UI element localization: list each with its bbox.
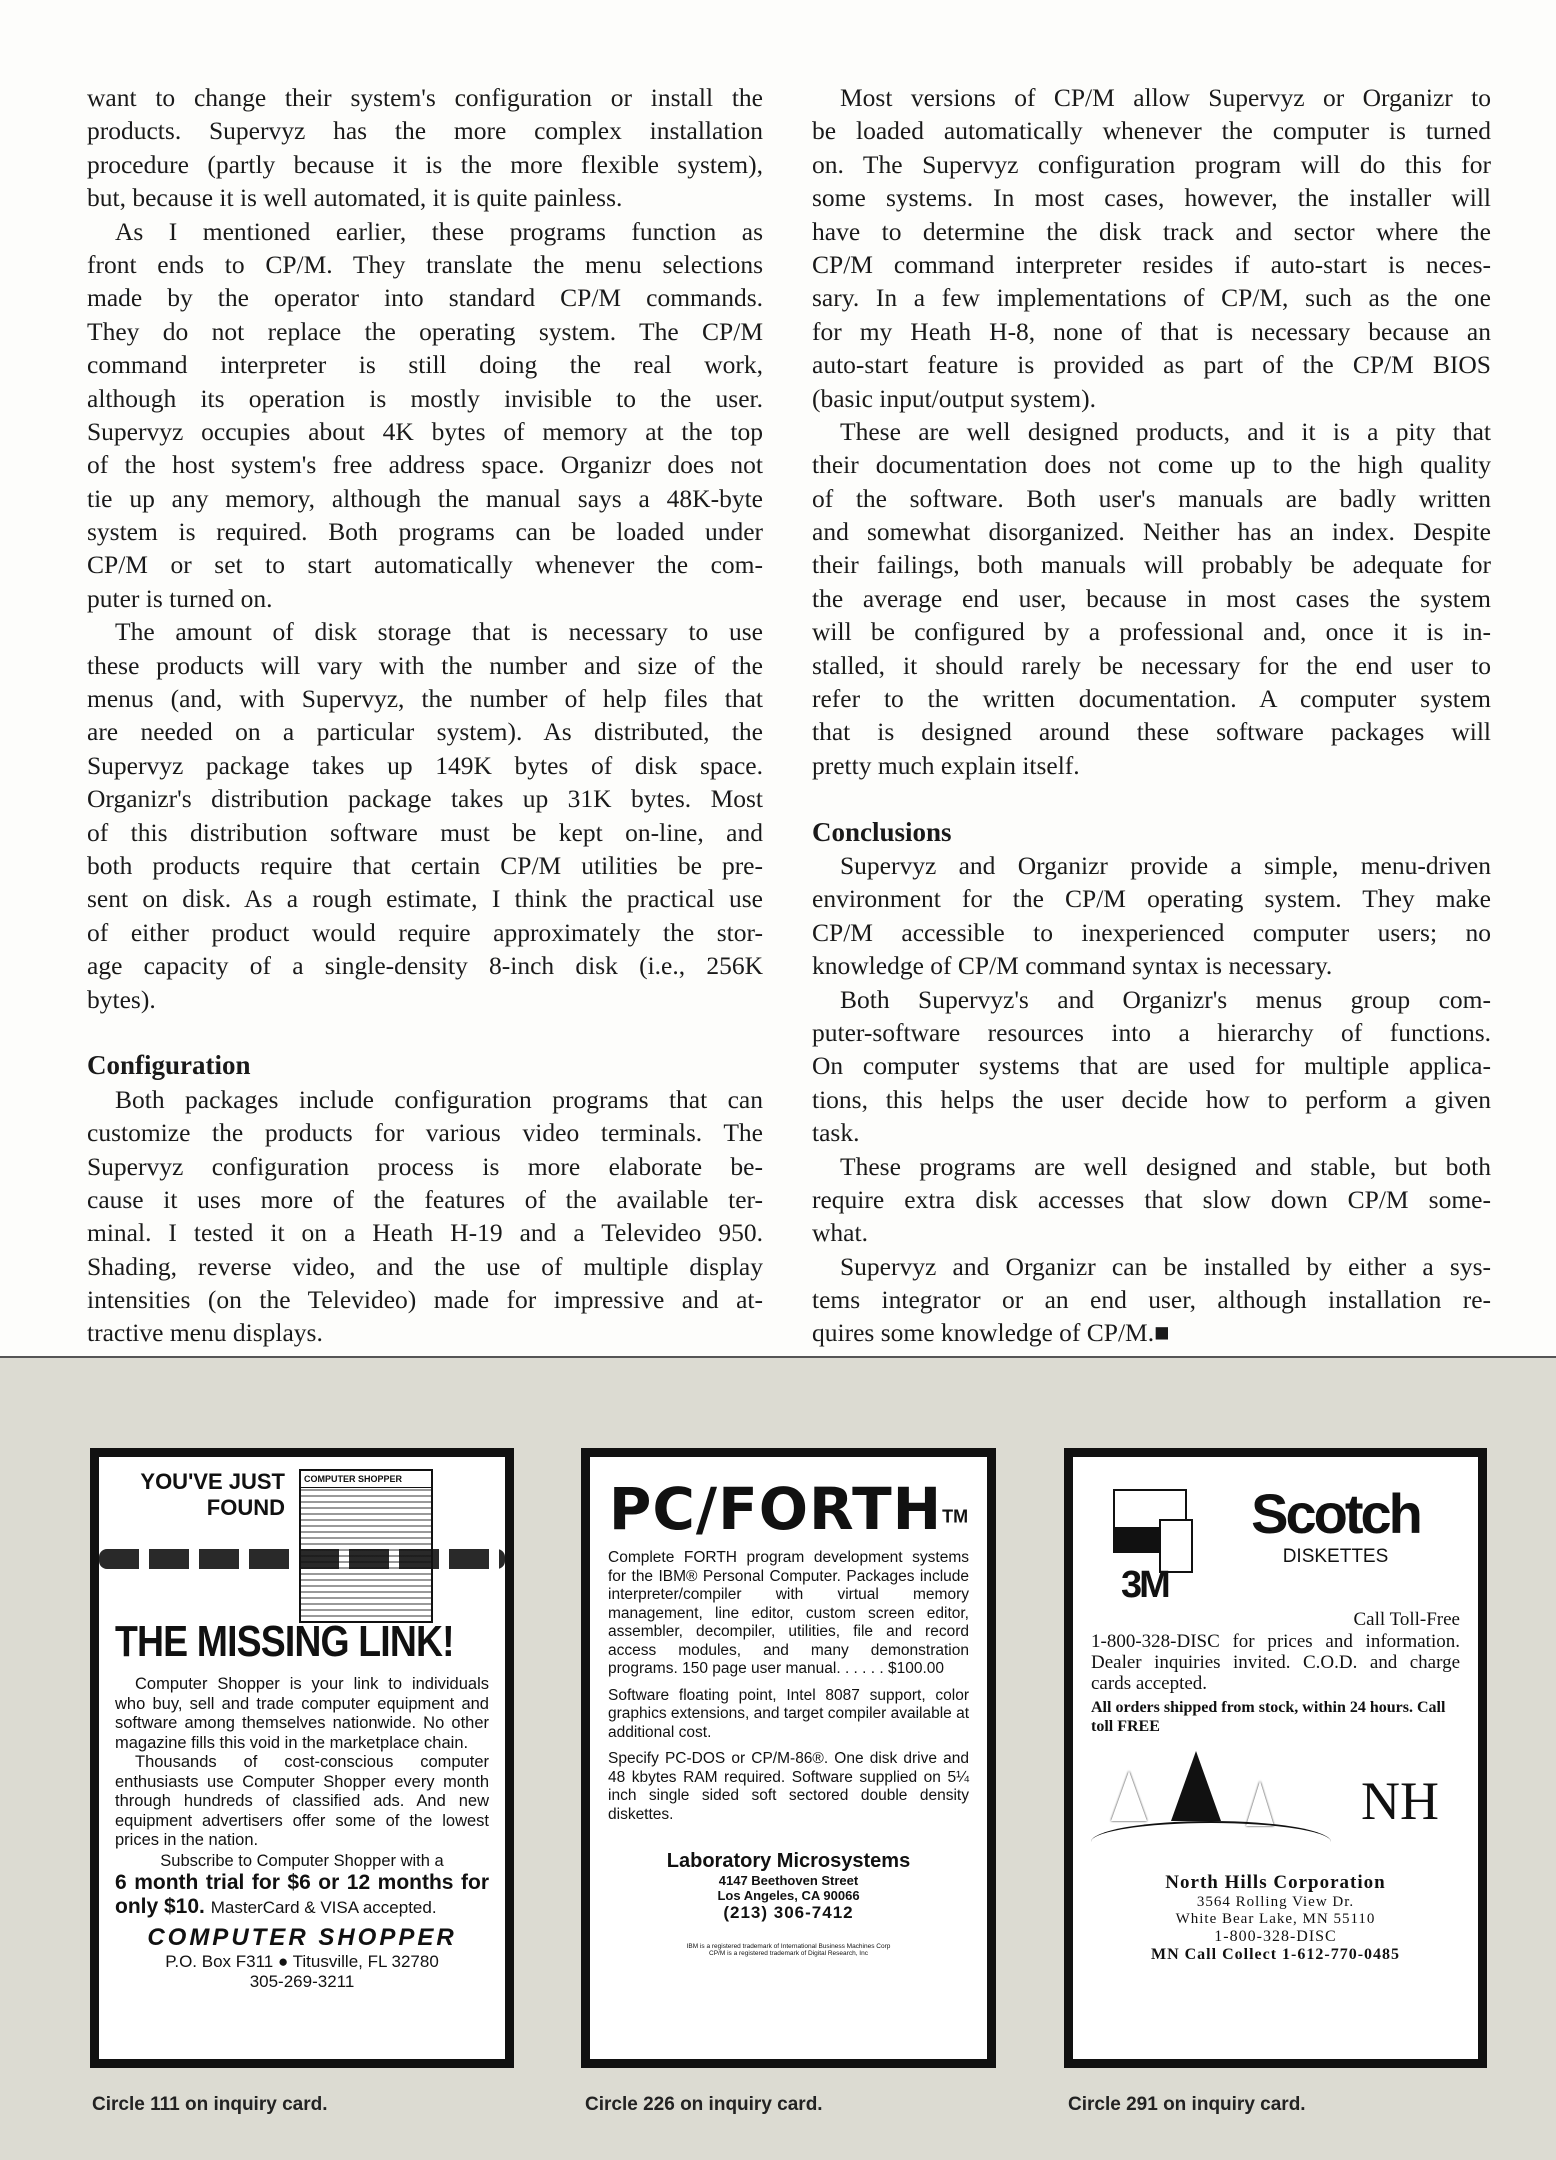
text-line: be loaded automatically whenever the computer is turned (812, 116, 1491, 146)
text-line: knowledge of CP/M command syntax is necessary. (812, 951, 1333, 981)
text-line: of the software. Both user's manuals are badly written (812, 483, 1491, 513)
company-phone: (213) 306-7412 (723, 1903, 854, 1922)
company-name: Laboratory Microsystems (666, 1850, 911, 1872)
text-line: these products will vary with the number and size of the (87, 650, 763, 680)
ad-subscribe: Subscribe to Computer Shopper with a (160, 1851, 444, 1870)
company-name: North Hills Corporation (1165, 1872, 1386, 1893)
text-line: system is required. Both programs can be loaded under (87, 517, 763, 547)
text-line: for my Heath H-8, none of that is necessary because an (812, 316, 1491, 346)
text-line: quires some knowledge of CP/M.■ (812, 1318, 1170, 1348)
text-line: are needed on a particular system). As distributed, the (87, 717, 763, 747)
text-line: products. Supervyz has the more complex installation (87, 116, 763, 146)
pc-forth-ad (581, 1448, 996, 2068)
paragraph (87, 1083, 763, 1350)
text-line: puter-software resources into a hierarchy of functions. (812, 1017, 1491, 1047)
text-line: customize the products for various video terminals. The (87, 1118, 763, 1148)
text-line: Most versions of CP/M allow Supervyz or Organizr to (840, 83, 1491, 112)
section-heading-configuration: Configuration (87, 1050, 251, 1081)
text-line: of this distribution software must be kept on-line, and (87, 817, 763, 847)
text-line: auto-start feature is provided as part of the CP/M BIOS (812, 350, 1491, 380)
text-line: minal. I tested it on a Heath H-19 and a Televideo 950. (87, 1218, 763, 1248)
inquiry-caption: Circle 226 on inquiry card. (585, 2094, 823, 2115)
text-line: what. (812, 1218, 868, 1248)
scotch-diskettes-ad (1064, 1448, 1487, 2068)
text-line: refer to the written documentation. A computer system (812, 684, 1491, 714)
text-line: Supervyz configuration process is more elaborate be- (87, 1151, 763, 1181)
company-city: Los Angeles, CA 90066 (717, 1888, 860, 1903)
text-line: the average end user, because in most cases the system (812, 583, 1491, 613)
nh-monogram: NH (1361, 1771, 1439, 1831)
text-line: some systems. In most cases, however, the installer will (812, 183, 1491, 213)
paragraph (812, 1150, 1491, 1250)
text-line: pretty much explain itself. (812, 750, 1080, 780)
text-line: command interpreter is still doing the real work, (87, 350, 763, 380)
ad-offer: 6 month trial for $6 or 12 months for only $10. (115, 1870, 489, 1918)
fine-print: IBM is a registered trademark of International Business Machines Corp (686, 1943, 891, 1950)
inquiry-caption: Circle 291 on inquiry card. (1068, 2094, 1306, 2115)
text-line: stalled, it should rarely be necessary for the end user to (812, 650, 1491, 680)
paragraph (87, 215, 763, 616)
text-line: and somewhat disorganized. Neither has an index. Despite (812, 517, 1491, 547)
ad-body: Software floating point, Intel 8087 support, color graphics extensions, and target compiler available at additional cost. (608, 1686, 970, 1741)
text-line: menus (and, with Supervyz, the number of help files that (87, 684, 763, 714)
computer-shopper-ad (90, 1448, 514, 2068)
trees-hills-icon (1091, 1746, 1311, 1856)
text-line: puter is turned on. (87, 583, 273, 613)
text-line: tie up any memory, although the manual says a 48K-byte (87, 483, 763, 513)
company-city: White Bear Lake, MN 55110 (1175, 1911, 1376, 1927)
text-line: have to determine the disk track and sector where the (812, 216, 1491, 246)
text-line: task. (812, 1118, 860, 1148)
text-line: sent on disk. As a rough estimate, I think the practical use (87, 884, 763, 914)
text-line: intensities (on the Televideo) made for impressive and at- (87, 1285, 763, 1315)
company-street: 4147 Beethoven Street (718, 1873, 859, 1888)
company-street: 3564 Rolling View Dr. (1196, 1894, 1355, 1910)
text-line: age capacity of a single-density 8-inch disk (i.e., 256K (87, 951, 763, 981)
text-line: The amount of disk storage that is necessary to use (115, 617, 763, 647)
ad-body: Complete FORTH program development systems for the IBM® Personal Computer. Packages include interpreter/compiler with virtual memory management, line editor, custom screen editor, assembler, decompiler, utilities, file and record access modules, and many demonstration programs. 150 page user manual. . . . . . $100.00 (608, 1549, 969, 1677)
text-line: will be configured by a professional and, once it is in- (812, 617, 1491, 647)
paragraph (87, 81, 763, 215)
magazine-logo: COMPUTER SHOPPER (301, 1471, 431, 1488)
ad-body: Computer Shopper is your link to individuals who buy, sell and trade computer equipment and software among themselves nationwide. No other magazine fills this void in the marketplace chain. (115, 1675, 489, 1752)
paragraph (87, 615, 763, 1016)
text-line: that is designed around these software packages will (812, 717, 1491, 747)
ad-address: P.O. Box F311 ● Titusville, FL 32780 (165, 1951, 439, 1971)
section-heading-conclusions: Conclusions (812, 816, 952, 847)
text-line: tions, this helps the user decide how to perform a given (812, 1084, 1491, 1114)
ad-headline: THE MISSING LINK! (115, 1617, 454, 1666)
text-line: but, because it is well automated, it is quite painless. (87, 183, 623, 213)
text-line: on. The Supervyz configuration program will do this for (812, 149, 1491, 179)
text-line: bytes). (87, 984, 156, 1014)
text-line: As I mentioned earlier, these programs function as (115, 216, 763, 246)
paragraph (812, 415, 1491, 782)
diskette-box-icon (1091, 1469, 1211, 1609)
call-toll-free: Call Toll-Free (1353, 1609, 1460, 1630)
magazine-cover-icon (299, 1469, 433, 1623)
text-line: sary. In a few implementations of CP/M, such as the one (812, 283, 1491, 313)
text-line: CP/M command interpreter resides if auto-start is neces- (812, 249, 1491, 279)
text-line: made by the operator into standard CP/M commands. (87, 283, 763, 313)
trademark: TM (942, 1506, 969, 1527)
text-line: Both Supervyz's and Organizr's menus group com- (840, 984, 1491, 1014)
text-line: of the host system's free address space. Organizr does not (87, 450, 763, 480)
ad-subheading: DISKETTES (1282, 1546, 1389, 1567)
text-line: their failings, both manuals will probably be adequate for (812, 550, 1491, 580)
text-line: require extra disk accesses that slow down CP/M some- (812, 1184, 1491, 1214)
text-line: environment for the CP/M operating system. They make (812, 884, 1491, 914)
fine-print: CP/M is a registered trademark of Digital Research, Inc (709, 1950, 868, 1957)
ad-headline: PC/FORTH (608, 1475, 943, 1543)
ad-body: 1-800-328-DISC for prices and information. Dealer inquiries invited. C.O.D. and charge cards accepted. (1091, 1631, 1460, 1694)
text-line: both products require that certain CP/M utilities be pre- (87, 850, 763, 880)
text-line: want to change their system's configuration or install the (87, 83, 763, 112)
text-line: their documentation does not come up to the high quality (812, 450, 1491, 480)
3m-logo: 3M (1121, 1564, 1168, 1606)
text-line: Organizr's distribution package takes up 31K bytes. Most (87, 784, 763, 814)
text-line: These are well designed products, and it is a pity that (840, 416, 1491, 446)
right-column (812, 81, 1491, 1350)
text-line: On computer systems that are used for multiple applica- (812, 1051, 1491, 1081)
text-line: although its operation is mostly invisible to the user. (87, 383, 763, 413)
text-line: Supervyz and Organizr provide a simple, menu-driven (840, 850, 1491, 880)
ad-body: Specify PC-DOS or CP/M-86®. One disk drive and 48 kbytes RAM required. Software supplied on 5¼ inch single sided soft sectored double density diskettes. (608, 1750, 969, 1823)
text-line: front ends to CP/M. They translate the menu selections (87, 249, 763, 279)
paragraph (812, 983, 1491, 1150)
paragraph (812, 1250, 1491, 1350)
text-line: tractive menu displays. (87, 1318, 323, 1348)
text-line: (basic input/output system). (812, 383, 1097, 413)
text-line: Supervyz package takes up 149K bytes of disk space. (87, 750, 763, 780)
text-line: Both packages include configuration programs that can (115, 1084, 763, 1114)
left-column (87, 81, 763, 1350)
collect-phone: MN Call Collect 1-612-770-0485 (1150, 1946, 1401, 1963)
advertisement-section (0, 1356, 1556, 2160)
text-line: cause it uses more of the features of the available ter- (87, 1184, 763, 1214)
ad-phone: 305-269-3211 (249, 1971, 355, 1991)
text-line: Supervyz occupies about 4K bytes of memory at the top (87, 416, 763, 446)
text-line: tems integrator or an end user, although installation re- (812, 1285, 1491, 1315)
ad-bold-text: All orders shipped from stock, within 24 hours. Call toll FREE (1091, 1699, 1446, 1735)
company-phone: 1-800-328-DISC (1214, 1928, 1337, 1945)
text-line: of either product would require approximately the stor- (87, 917, 763, 947)
text-line: procedure (partly because it is the more flexible system), (87, 149, 763, 179)
text-line: These programs are well designed and stable, but both (840, 1151, 1491, 1181)
text-line: Shading, reverse video, and the use of multiple display (87, 1251, 763, 1281)
ad-headline-top: YOU'VE JUST FOUND (140, 1469, 285, 1520)
text-line: CP/M accessible to inexperienced computer users; no (812, 917, 1491, 947)
paragraph (812, 81, 1491, 415)
computer-shopper-logo: COMPUTER SHOPPER (147, 1923, 457, 1951)
text-line: Supervyz and Organizr can be installed by either a sys- (840, 1251, 1491, 1281)
scotch-logo: Scotch (1251, 1482, 1420, 1545)
text-line: They do not replace the operating system. The CP/M (87, 316, 763, 346)
text-line: CP/M or set to start automatically whenever the com- (87, 550, 763, 580)
paragraph (812, 849, 1491, 983)
ad-body: Thousands of cost-conscious computer enthusiasts use Computer Shopper every month through hundreds of classified ads. And new equipment advertisers offer some of the lowest prices in the nation. (115, 1753, 489, 1849)
ad-cards: MasterCard & VISA accepted. (210, 1897, 437, 1917)
inquiry-caption: Circle 111 on inquiry card. (92, 2094, 328, 2115)
